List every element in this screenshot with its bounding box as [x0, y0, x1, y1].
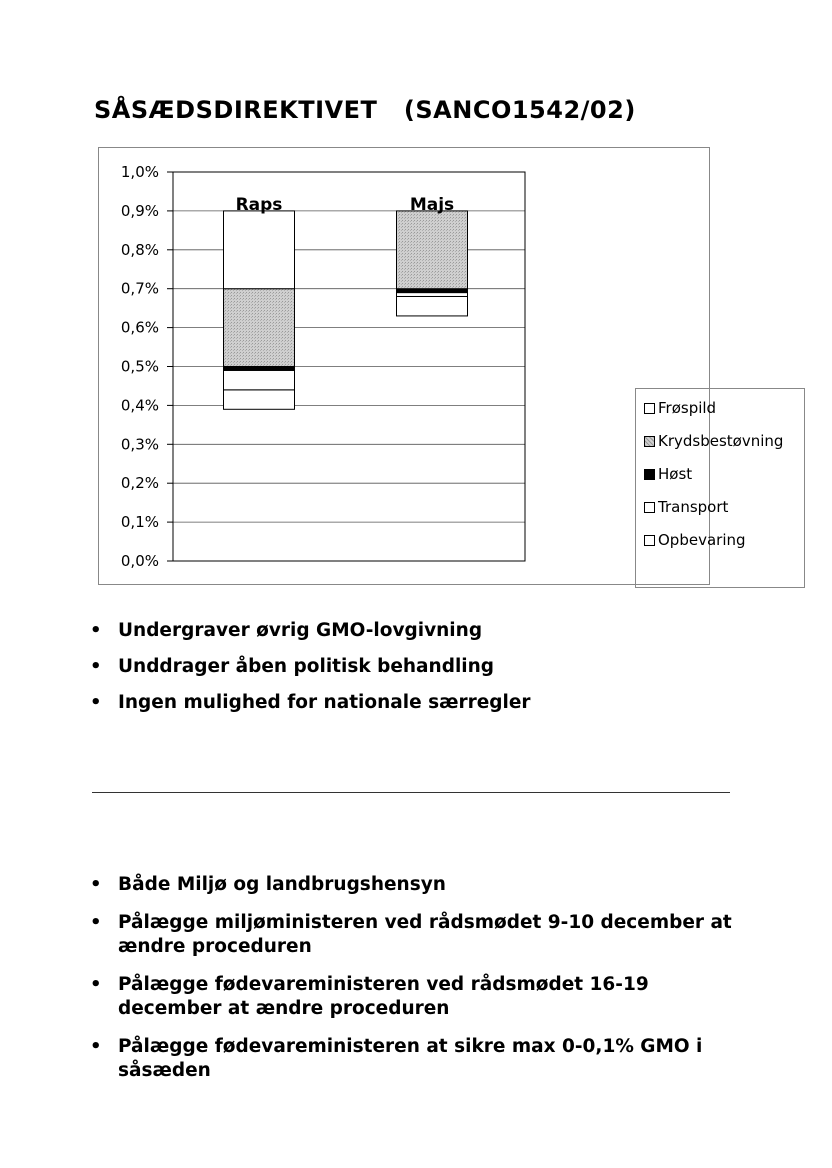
legend-label: Opbevaring: [658, 531, 746, 549]
legend-label: Transport: [658, 498, 729, 516]
bar-segment-transport: [224, 370, 295, 389]
chart-legend: [635, 388, 805, 588]
legend-item: [644, 530, 746, 550]
y-tick-label: 0,1%: [120, 513, 159, 532]
y-tick-label: 0,0%: [120, 552, 159, 570]
stacked-bar-chart: [99, 148, 711, 586]
bullet-icon: •: [90, 912, 102, 933]
legend-swatch: [644, 403, 655, 414]
y-tick-label: 0,5%: [120, 357, 159, 376]
list-item-text: Pålægge fødevareministeren ved rådsmødet 16-19 december at ændre proceduren: [118, 974, 649, 1019]
chart-area: [98, 147, 784, 585]
list-item-text: Både Miljø og landbrugshensyn: [118, 874, 446, 895]
legend-item: [644, 497, 728, 517]
list-item: [90, 619, 730, 643]
list-item-text: Pålægge fødevareministeren at sikre max 0-0,1% GMO i såsæden: [118, 1036, 703, 1081]
legend-label: Frøspild: [658, 399, 717, 417]
legend-swatch: [644, 469, 655, 480]
divider: [92, 792, 730, 793]
bar-segment-opbevaring: [397, 296, 468, 315]
y-tick-label: 0,3%: [120, 435, 159, 454]
bullet-icon: •: [90, 620, 102, 641]
legend-swatch: [644, 535, 655, 546]
y-tick-label: 0,9%: [120, 201, 159, 220]
y-tick-label: 0,2%: [120, 474, 159, 493]
bullet-icon: •: [90, 1036, 102, 1057]
y-tick-label: 0,6%: [120, 318, 159, 337]
list-item-text: Undergraver øvrig GMO-lovgivning: [118, 620, 483, 641]
list-item-text: Ingen mulighed for nationale særregler: [118, 692, 531, 713]
bullet-icon: •: [90, 656, 102, 677]
category-label: Majs: [409, 194, 455, 215]
legend-swatch: [644, 502, 655, 513]
bar-segment-høst: [397, 289, 468, 293]
y-tick-label: 1,0%: [120, 163, 159, 181]
list-item-text: Pålægge miljøministeren ved rådsmødet 9-10 december at ændre proceduren: [118, 912, 732, 957]
list-item: [90, 691, 730, 715]
list-item-text: Unddrager åben politisk behandling: [118, 656, 495, 677]
bar-segment-opbevaring: [224, 390, 295, 409]
bar-segment-krydsbestøvning: [397, 211, 468, 289]
y-tick-label: 0,4%: [120, 396, 159, 415]
legend-item: [644, 464, 692, 484]
bullet-list-top: [90, 619, 730, 727]
bar-segment-transport: [397, 293, 468, 297]
list-item: [90, 973, 750, 1021]
legend-label: Høst: [658, 465, 693, 483]
list-item: [90, 655, 730, 679]
list-item: [90, 911, 750, 959]
y-tick-label: 0,7%: [120, 279, 159, 298]
legend-item: [644, 398, 716, 418]
legend-label: Krydsbestøvning: [658, 432, 784, 450]
page-title: SÅSÆDSDIREKTIVET (SANCO1542/02): [94, 96, 636, 124]
bar-segment-frøspild: [224, 211, 295, 289]
bullet-list-bottom: [90, 873, 750, 1097]
bar-segment-høst: [224, 367, 295, 371]
bullet-icon: •: [90, 874, 102, 895]
list-item: [90, 1035, 750, 1083]
category-label: Raps: [235, 194, 283, 215]
bullet-icon: •: [90, 974, 102, 995]
bullet-icon: •: [90, 692, 102, 713]
legend-swatch: [644, 436, 655, 447]
legend-item: [644, 431, 783, 451]
y-tick-label: 0,8%: [120, 240, 159, 259]
bar-segment-krydsbestøvning: [224, 289, 295, 367]
list-item: [90, 873, 750, 897]
